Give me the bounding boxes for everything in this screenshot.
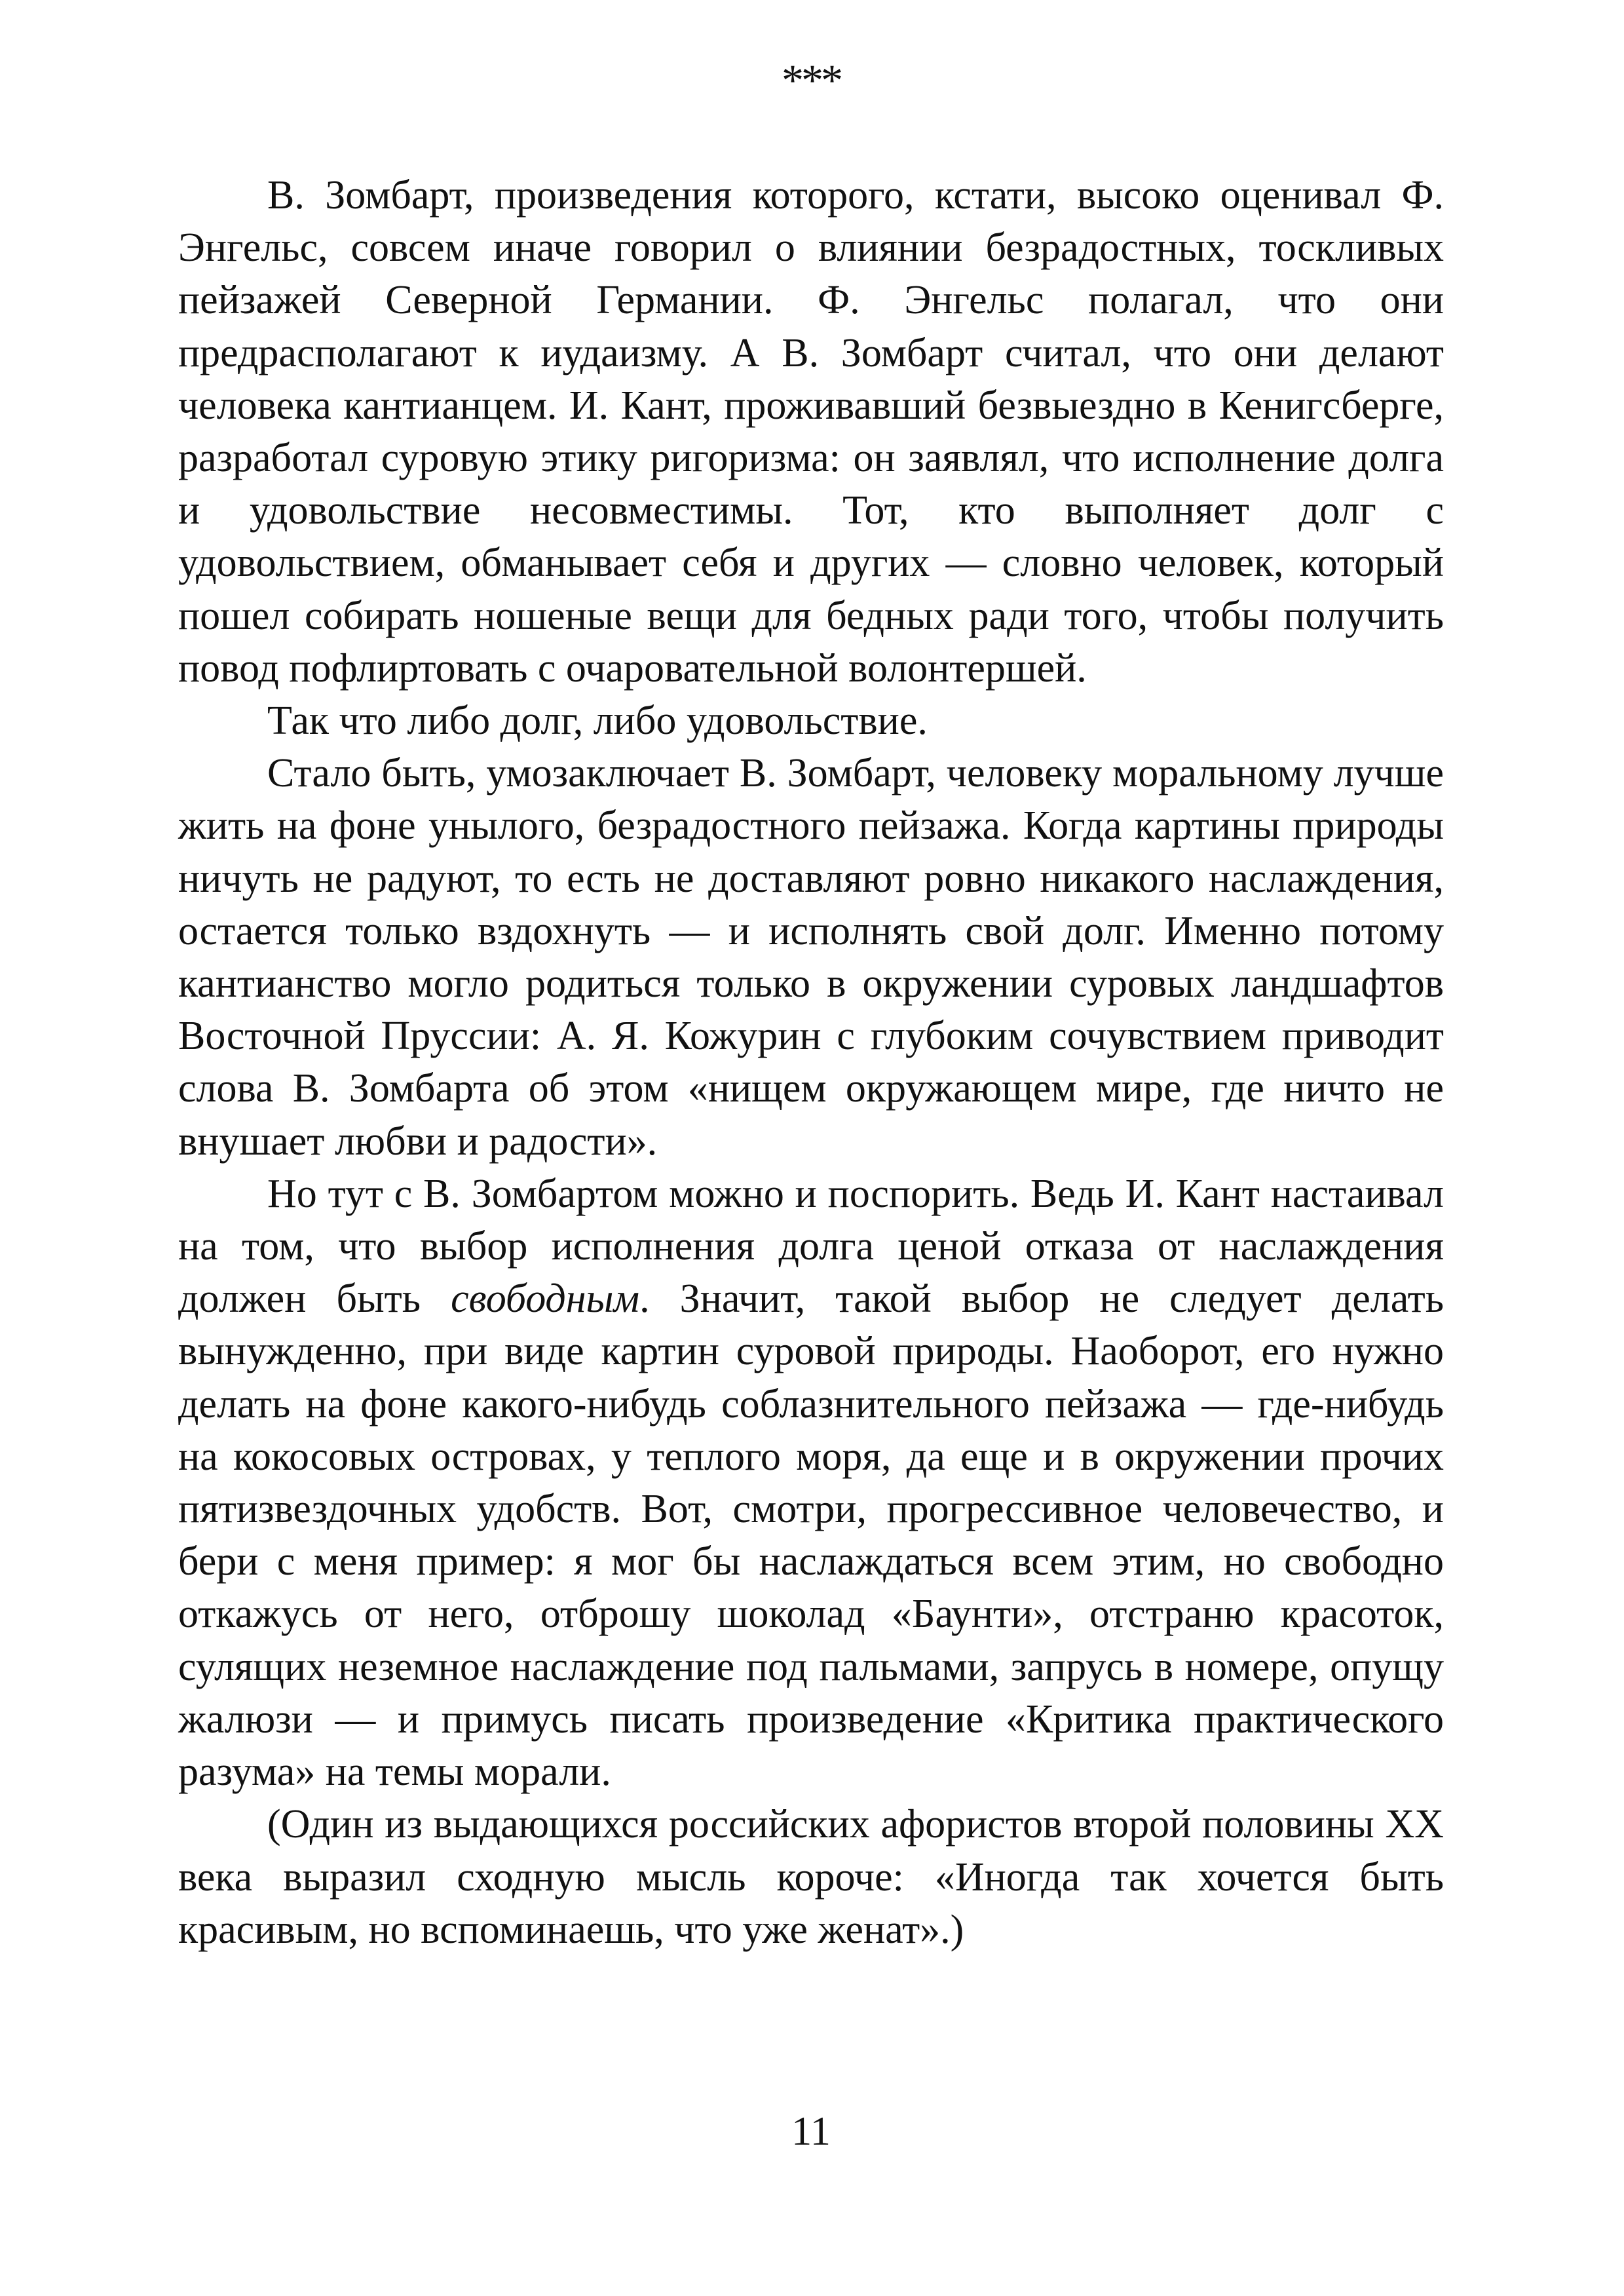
paragraph-4 (178, 1168, 1444, 1798)
body-text (178, 169, 1444, 1956)
paragraph-2-text: Так что либо долг, либо удовольствие. (267, 698, 928, 744)
section-separator: *** (782, 55, 840, 105)
paragraph-2 (178, 695, 1444, 747)
page-number: 11 (791, 2109, 831, 2154)
paragraph-4-text-start: Но тут с В. Зомбартом можно и поспорить. Ведь И. Кант настаивал на том, что выбор исполнения долга ценой отказа от наслаждения должен быть (178, 1171, 1444, 1322)
paragraph-5-text: (Один из выдающихся российских афористов второй половины XX века выразил сходную мысль короче: «Иногда так хочется быть красивым, но вспоминаешь, что уже женат».) (178, 1802, 1444, 1952)
paragraph-4-emphasis: свободным (451, 1276, 640, 1322)
paragraph-3 (178, 747, 1444, 1168)
paragraph-5 (178, 1798, 1444, 1956)
paragraph-4-text-end: . Значит, такой выбор не следует делать вынужденно, при виде картин суровой природы. Наоборот, его нужно делать на фоне какого-нибудь соблазнительного пейзажа — где-нибудь на кокосовых островах, у теплого моря, да еще и в окружении прочих пятизвездочных удобств. Вот, смотри, прогрессивное человечество, и бери с меня пример: я мог бы наслаждаться всем этим, но свободно откажусь от него, отброшу шоколад «Баунти», отстраню красоток, сулящих неземное наслаждение под пальмами, запрусь в номере, опущу жалюзи — и примусь писать произведение «Критика практического разума» на темы морали. (178, 1276, 1444, 1795)
book-page (178, 0, 1444, 2296)
paragraph-1-text: В. Зомбарт, произведения которого, кстати, высоко оценивал Ф. Энгельс, совсем иначе говорил о влиянии безрадостных, тоскливых пейзажей Северной Германии. Ф. Энгельс полагал, что они предрасполагают к иудаизму. А В. Зомбарт считал, что они делают человека кантианцем. И. Кант, проживавший безвыездно в Кенигсберге, разработал суровую этику ригоризма: он заявлял, что исполнение долга и удовольствие несовместимы. Тот, кто выполняет долг с удовольствием, обманывает себя и других — словно человек, который пошел собирать ношеные вещи для бедных ради того, чтобы получить повод пофлиртовать с очаровательной волонтершей. (178, 173, 1444, 691)
paragraph-3-text: Стало быть, умозаключает В. Зомбарт, человеку моральному лучше жить на фоне унылого, безрадостного пейзажа. Когда картины природы ничуть не радуют, то есть не доставляют ровно никакого наслаждения, остается только вздохнуть — и исполнять свой долг. Именно потому кантианство могло родиться только в окружении суровых ландшафтов Восточной Пруссии: А. Я. Кожурин с глубоким сочувствием приводит слова В. Зомбарта об этом «нищем окружающем мире, где ничто не внушает любви и радости». (178, 751, 1444, 1164)
paragraph-1 (178, 169, 1444, 695)
